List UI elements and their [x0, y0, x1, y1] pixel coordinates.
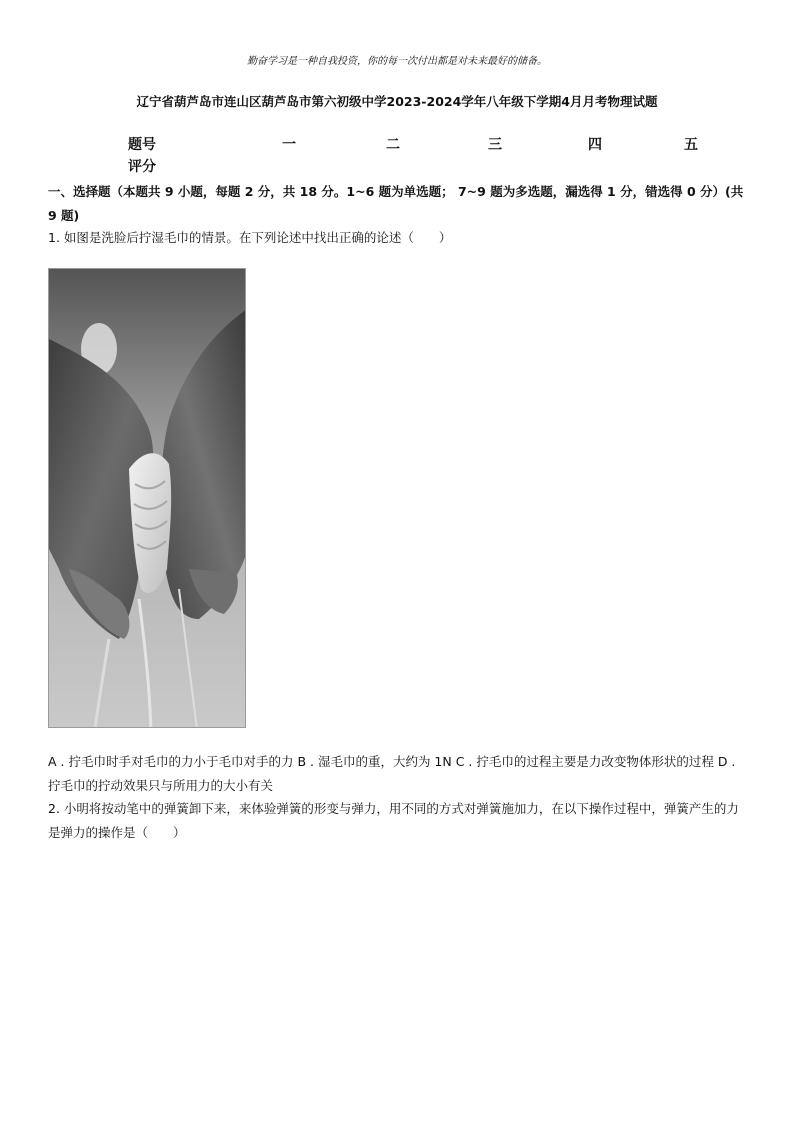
score-column-3: 三 — [488, 137, 502, 153]
question-2-stem: 2. 小明将按动笔中的弹簧卸下来，来体验弹簧的形变与弹力，用不同的方式对弹簧施加力，在以下操作过程中，弹簧产生的力是弹力的操作是（ ） — [48, 801, 739, 840]
score-column-5: 五 — [684, 137, 698, 153]
score-table — [128, 134, 728, 178]
header-motto: 勤奋学习是一种自我投资，你的每一次付出都是对未来最好的储备。 — [247, 56, 547, 67]
score-column-2: 二 — [386, 137, 400, 153]
towel-wringing-illustration — [49, 269, 246, 728]
towel-wringing-photo — [48, 268, 246, 728]
score-label: 评分 — [128, 159, 156, 175]
score-table-header-row — [128, 134, 728, 156]
exam-title: 辽宁省葫芦岛市连山区葫芦岛市第六初级中学2023-2024学年八年级下学期4月月考物理试题 — [136, 94, 658, 109]
question-1-stem: 1. 如图是洗脸后拧湿毛巾的情景。在下列论述中找出正确的论述（ ） — [48, 230, 452, 245]
score-column-1: 一 — [282, 137, 296, 153]
section-header-multiple-choice: 一、选择题（本题共 9 小题，每题 2 分，共 18 分。1~6 题为单选题； 7~9 题为多选题，漏选得 1 分，错选得 0 分）(共 9 题) — [48, 184, 744, 223]
question-1-options: A . 拧毛巾时手对毛巾的力小于毛巾对手的力 B . 湿毛巾的重，大约为 1N C . 拧毛巾的过程主要是力改变物体形状的过程 D . 拧毛巾的拧动效果只与所用力的大小有关 — [48, 754, 736, 793]
question-number-label: 题号 — [128, 137, 156, 153]
score-column-4: 四 — [588, 137, 602, 153]
score-table-score-row — [128, 156, 728, 178]
